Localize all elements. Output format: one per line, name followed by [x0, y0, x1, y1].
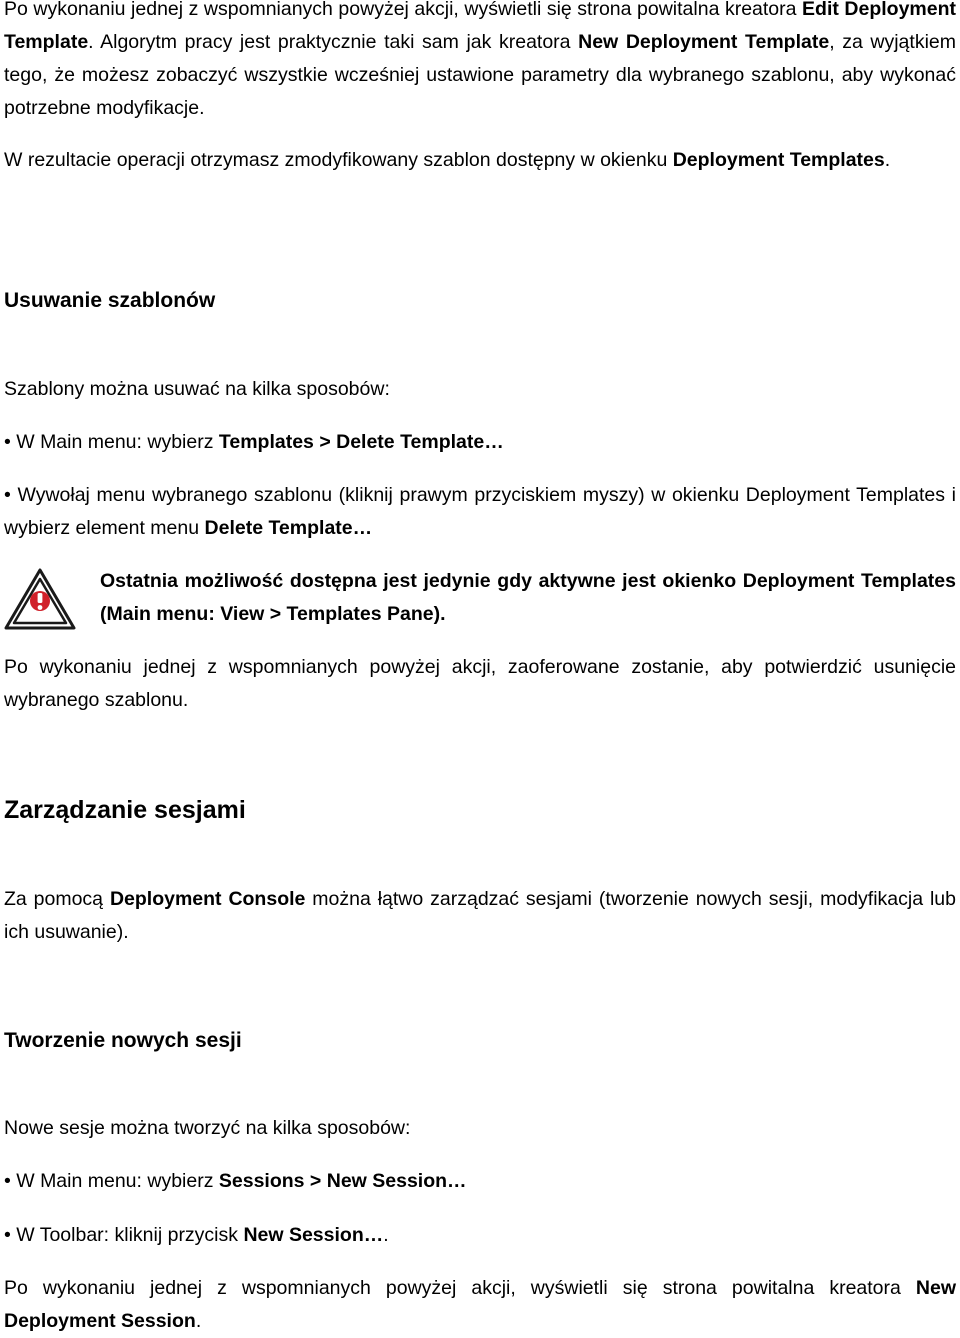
pane-name: Deployment Templates	[672, 149, 885, 171]
text-run: • Wywołaj menu wybranego szablonu (kliknij prawym przyciskiem myszy) w okienku Deployment Templates i wybierz element menu	[4, 484, 956, 539]
text-run: Po wykonaniu jednej z wspomnianych powyżej akcji, wyświetli się strona powitalna kreatora	[4, 1277, 916, 1299]
menu-item-name: Delete Template…	[204, 517, 373, 539]
section-heading-zarzadzanie: Zarządzanie sesjami	[4, 796, 246, 824]
app-name: Deployment Console	[109, 888, 306, 910]
text-run: .	[195, 1310, 202, 1332]
warning-triangle-icon	[4, 568, 76, 630]
button-name: New Session…	[243, 1224, 384, 1246]
section-heading-tworzenie: Tworzenie nowych sesji	[4, 1029, 242, 1052]
section-heading-usuwanie: Usuwanie szablonów	[4, 289, 216, 312]
wizard-name: New Deployment Template	[578, 31, 830, 53]
text-run: Po wykonaniu jednej z wspomnianych powyżej akcji, wyświetli się strona powitalna kreatora	[4, 0, 803, 20]
text-run: • W Main menu: wybierz	[4, 431, 219, 453]
intro-paragraph	[4, 0, 956, 125]
text-run: • W Main menu: wybierz	[4, 1170, 219, 1192]
bullet-item	[4, 426, 956, 459]
sessions-intro-paragraph	[4, 883, 956, 949]
text-run: W rezultacie operacji otrzymasz zmodyfikowany szablon dostępny w okienku	[4, 149, 673, 171]
final-paragraph	[4, 1272, 956, 1338]
text-run: Za pomocą	[4, 888, 110, 910]
bullet-item	[4, 1219, 956, 1252]
result-paragraph	[4, 144, 956, 177]
text-run: . Algorytm pracy jest praktycznie taki sam jak kreatora	[88, 31, 579, 53]
text-run: • W Toolbar: kliknij przycisk	[4, 1224, 244, 1246]
create-intro-paragraph: Nowe sesje można tworzyć na kilka sposobów:	[4, 1117, 411, 1139]
text-run: .	[884, 149, 891, 171]
wizard-name: Edit Deployment Template	[4, 0, 956, 53]
delete-intro-paragraph: Szablony można usuwać na kilka sposobów:	[4, 378, 390, 400]
text-run: .	[383, 1224, 389, 1246]
wizard-name: New Deployment Session	[4, 1277, 956, 1332]
warning-note: Ostatnia możliwość dostępna jest jedynie gdy aktywne jest okienko Deployment Templates (Main menu: View > Templates Pane).	[100, 570, 956, 625]
menu-path: Sessions > New Session…	[218, 1170, 467, 1192]
text-run: , za wyjątkiem tego, że możesz zobaczyć wszystkie wcześniej ustawione parametry dla wybranego szablonu, aby wykonać potrzebne modyfikacje.	[4, 31, 956, 119]
bullet-item	[4, 479, 956, 545]
bullet-item	[4, 1165, 956, 1198]
menu-path: Templates > Delete Template…	[218, 431, 504, 453]
text-run: można łątwo zarządzać sesjami (tworzenie nowych sesji, modyfikacja lub ich usuwanie).	[4, 888, 956, 943]
confirm-paragraph: Po wykonaniu jednej z wspomnianych powyżej akcji, zaoferowane zostanie, aby potwierdzić usunięcie wybranego szablonu.	[4, 656, 956, 711]
